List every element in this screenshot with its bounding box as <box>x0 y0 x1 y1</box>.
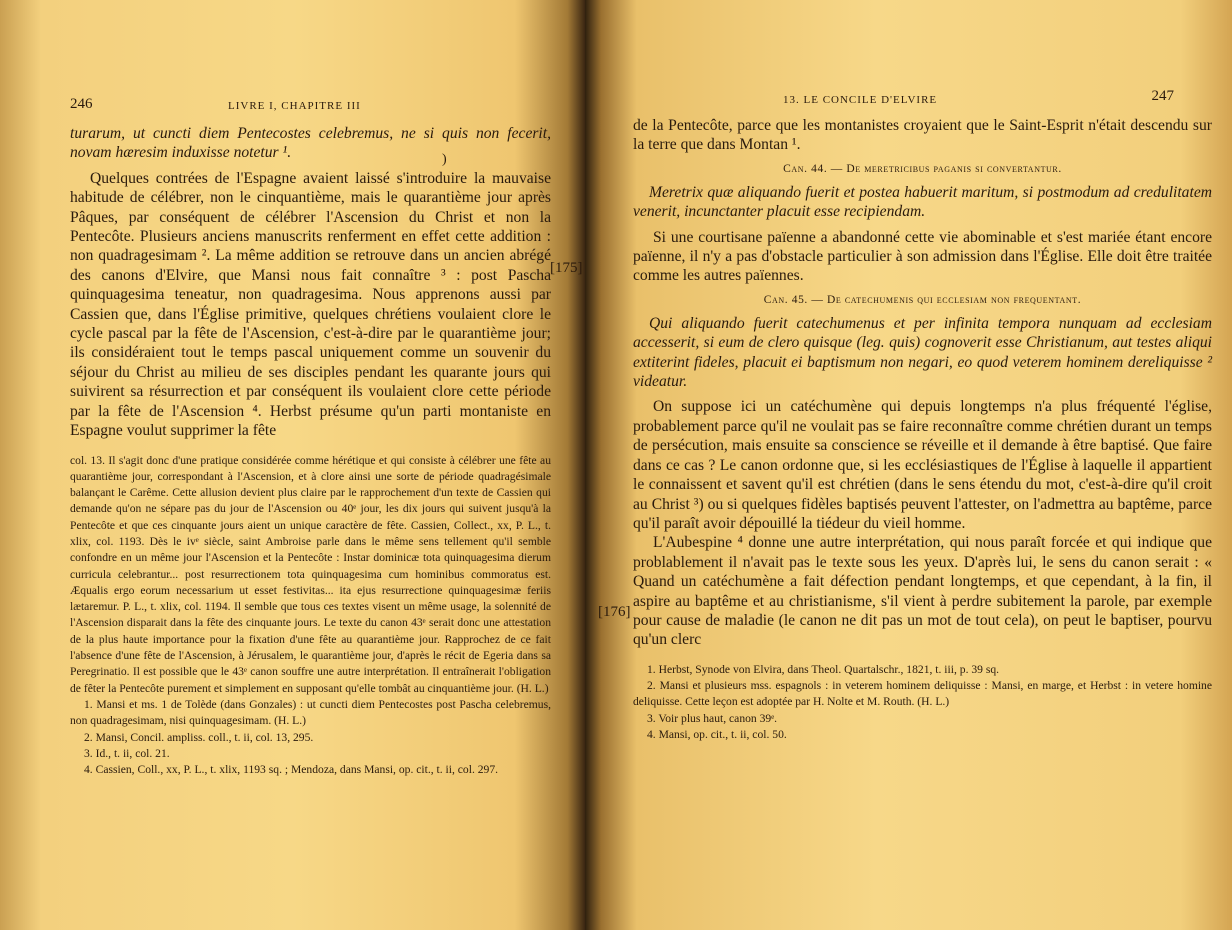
left-footnotes <box>70 453 551 779</box>
left-paragraph-1: turarum, ut cuncti diem Pentecostes celebremus, ne si quis non fecerit, novam hæresim induxisse notetur ¹. <box>70 125 551 162</box>
left-footnote-1: 1. Mansi et ms. 1 de Tolède (dans Gonzales) : ut cuncti diem Pentecostes post Pascha celebremus, non quadragesimam, nisi quinquagesimam. (H. L.) <box>70 697 551 728</box>
right-footnotes <box>633 662 1212 743</box>
left-page <box>0 0 585 930</box>
left-footnote-2: 2. Mansi, Concil. ampliss. coll., t. ii, col. 13, 295. <box>84 730 314 744</box>
canon-44-commentary: Si une courtisane païenne a abandonné cette vie abominable et s'est mariée étant encore païenne, il n'y a pas d'obstacle particulier à son admission dans l'Église. Elle doit être traitée comme les autres païennes. <box>633 228 1212 285</box>
canon-44-latin: Meretrix quæ aliquando fuerit et postea habuerit maritum, si postmodum ad credulitatem venerit, incunctanter placuit esse recipiendam. <box>633 183 1212 221</box>
left-page-number: 246 <box>70 96 93 112</box>
right-footnote-2: 2. Mansi et plusieurs mss. espagnols : in veterem hominem deliquisse : Mansi, en marge, et Herbst : in vetere homine deliquisse. Cette leçon est adoptée par H. Nolte et M. Routh. (H. L.) <box>633 679 1212 709</box>
left-footnote-continuation: col. 13. Il s'agit donc d'une pratique considérée comme hérétique et qui consiste à célébrer une fête au quarantième jour, correspondant à l'Ascension, et à clore ainsi une sorte de période quadragésimale balançant le Carême. Cette allusion devient plus claire par le rapprochement d'un texte de Cassien qui demande qu'on ne sépare pas du jour de l'Ascension ou 40ᵉ jour, les dix jours qui suivent jusqu'à la Pentecôte et que ces cinquante jours aient un unique caractère de fête. Cassien, Collect., xx, P. L., t. xlix, col. 1193. Dès le ivᵉ siècle, saint Ambroise parle dans le même sens tellement qu'il semble confondre en un même jour l'Ascension et la Pentecôte : Instar dominicæ tota quinquagesima dierum curricula celebrantur... post resurrectionem tota quinquagesima cum hominibus commoratus est. Æqualis ergo eorum necessarium ut esset festivitas... ita ejus resurrectione quinquagesimæ feriis lætaremur. P. L., t. xlix, col. 1194. Il semble que tous ces textes visent un même usage, la solennité de l'Ascension disparait dans la fête des cinquante jours. Le texte du canon 43ᵉ serait donc une attestation de la plus haute importance pour la fixation d'une fête au quarantième jour. Rapprochez de ce fait l'absence d'une fête de l'Ascension, à Jérusalem, le quarantième jour, d'après le récit de Egeria dans sa Peregrinatio. Il est possible que le 43ᵉ canon souffre une autre interprétation. Il entraînerait l'obligation de fêter la Pentecôte purement et simplement en supposant qu'elle tombât au cinquantième jour. (H. L.) <box>70 453 551 695</box>
left-footnote-4: 4. Cassien, Coll., xx, P. L., t. xlix, 1193 sq. ; Mendoza, dans Mansi, op. cit., t. ii, col. 297. <box>84 763 499 777</box>
right-footnote-4: 4. Mansi, op. cit., t. ii, col. 50. <box>647 727 787 741</box>
right-footnote-3: 3. Voir plus haut, canon 39ᵉ. <box>647 711 778 725</box>
left-paragraph-2: Quelques contrées de l'Espagne avaient laissé s'introduire la mauvaise habitude de célébrer, non le cinquantième, mais le quarantième jour après Pâques, par conséquent de célébrer l'Ascension du Christ et non la Pentecôte. Plusieurs anciens manuscrits renferment en effet cette addition : non quadragesimam ². La même addition se retrouve dans un ancien abrégé des canons d'Elvire, que Mansi nous fait connaître ³ : post Pascha quinquagesima teneatur, non quadragesima. Nous apprenons aussi par Cassien que, dans l'Église primitive, quelques chrétiens voulaient clore le cycle pascal par la fête de l'Ascension, c'est-à-dire par le quarantième jour; ils considéraient tout le temps pascal uniquement comme un souvenir du séjour du Christ au milieu de ses disciples pendant les quarante jours qui suivirent sa résurrection et par conséquent ils voulaient clore cette période par la fête de l'Ascension ⁴. Herbst présume qu'un parti montaniste en Espagne voulut supprimer la fête <box>70 169 551 440</box>
right-page <box>585 0 1232 930</box>
canon-45-commentary-1: On suppose ici un catéchumène qui depuis longtemps n'a plus fréquenté l'église, probablement parce qu'il ne voulait pas se faire reconnaître comme chrétien durant un temps de persécution, mais ensuite sa conscience se réveille et il demande à être baptisé. Que faire dans ce cas ? Le canon ordonne que, si les ecclésiastiques de l'Église à laquelle il appartient le connaissent et savent qu'il est chrétien (dans le sens étendu du mot, c'est-à-dire qu'il croit au Christ ³) ou si quelques fidèles baptisés peuvent l'attester, on l'admettra au baptême, parce qu'il paraît avoir dépouillé la tiédeur du vieil homme. <box>633 398 1212 532</box>
canon-45-latin: Qui aliquando fuerit catechumenus et per infinita tempora nunquam ad ecclesiam accesserit, si eum de clero quisque (leg. quis) cognoverit esse Christianum, aut testes aliqui extiterint fideles, placuit ei baptismum non negari, eo quod veterem hominem dereliquisse ² videatur. <box>633 314 1212 391</box>
left-footnote-3: 3. Id., t. ii, col. 21. <box>84 746 170 760</box>
right-opening-paragraph: de la Pentecôte, parce que les montanistes croyaient que le Saint-Esprit n'était descendu sur la terre que dans Montan ¹. <box>633 117 1212 154</box>
right-main-text <box>633 116 1212 650</box>
margin-reference-175: [175] <box>550 260 583 276</box>
left-running-title: LIVRE I, CHAPITRE III <box>228 100 361 112</box>
left-running-head <box>70 96 551 118</box>
canon-44-heading: Can. 44. — De meretricibus paganis si convertantur. <box>783 162 1062 175</box>
canon-45-heading: Can. 45. — De catechumenis qui ecclesiam non frequentant. <box>763 293 1082 306</box>
right-footnote-1: 1. Herbst, Synode von Elvira, dans Theol. Quartalschr., 1821, t. iii, p. 39 sq. <box>647 662 1000 676</box>
canon-45-commentary-2: L'Aubespine ⁴ donne une autre interprétation, qui nous paraît forcée et qui indique que problablement il n'avait pas le texte sous les yeux. D'après lui, le sens du canon serait : « Quand un catéchumène a fait défection pendant longtemps, et que cependant, à la fin, il aspire au baptême et au christianisme, s'il vient à perdre subitement la parole, par exemple pour cause de maladie (le canon ne dit pas un mot de tout cela), on peut le baptiser, pourvu qu'un clerc <box>633 534 1212 649</box>
stray-mark: ) <box>442 152 447 167</box>
margin-reference-176: [176] <box>598 604 631 620</box>
right-page-number: 247 <box>1151 88 1174 104</box>
right-running-head <box>633 88 1212 110</box>
right-running-title: 13. LE CONCILE D'ELVIRE <box>783 94 938 106</box>
left-main-text <box>70 124 551 441</box>
